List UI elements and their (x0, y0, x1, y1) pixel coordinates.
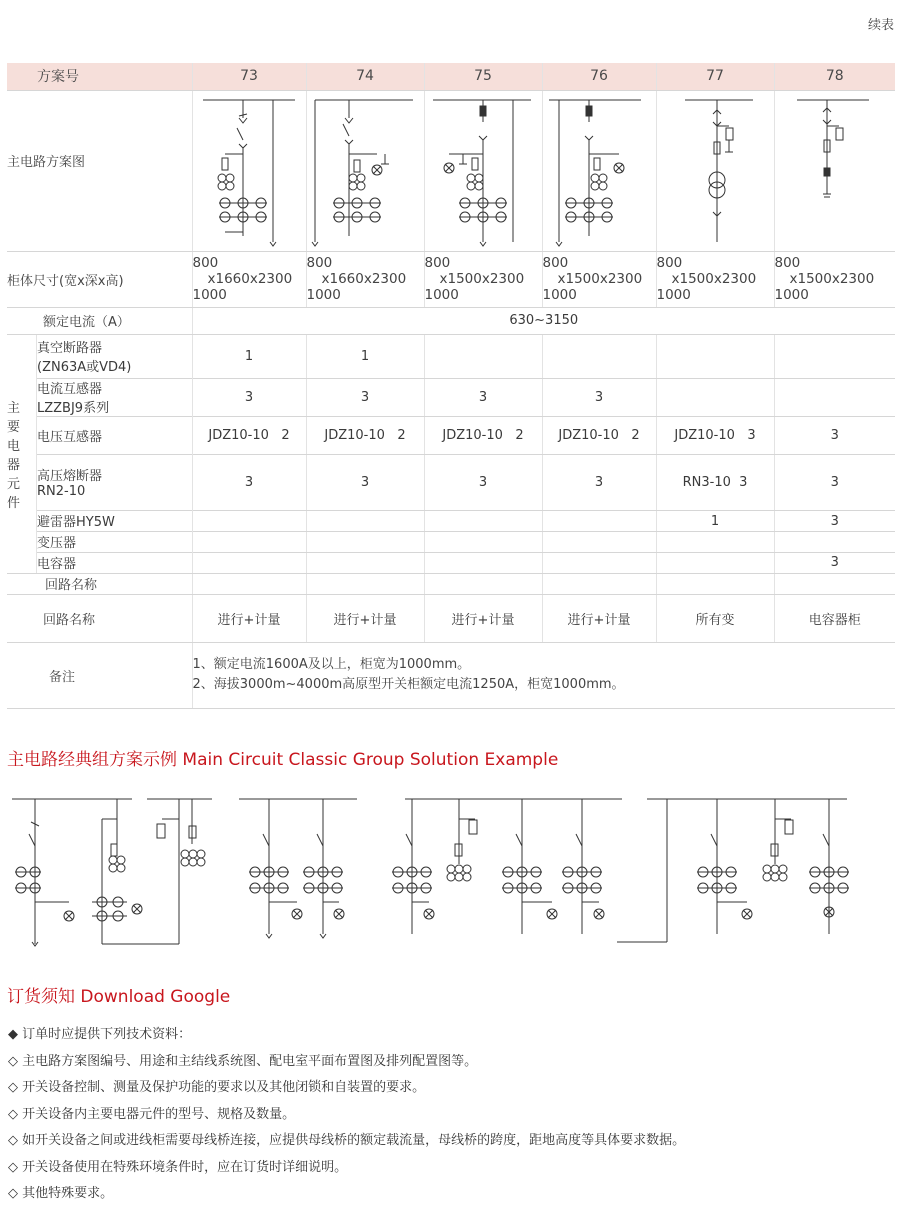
dim-alt-width: 1000 (192, 287, 227, 303)
circuit-diagram-73 (192, 90, 306, 251)
note-line: 2、海拔3000m~4000m高原型开关柜额定电流1250A，柜宽1000mm。 (192, 677, 625, 692)
component-name-line: 避雷器HY5W (37, 515, 115, 530)
circuit-diagram-75 (424, 90, 542, 251)
component-value (424, 532, 542, 553)
component-value (774, 532, 895, 553)
component-name (37, 511, 192, 532)
circuit-diagram-77-svg (661, 92, 769, 250)
order-item: ◆ 订单时应提供下列技术资料： (8, 1027, 192, 1042)
component-value (192, 532, 306, 553)
component-value (192, 511, 306, 532)
order-item: ◇ 主电路方案图编号、用途和主结线系统图、配电室平面布置图及排列配置图等。 (8, 1053, 478, 1069)
dimension-label: 柜体尺寸(宽x深x高) (7, 251, 192, 307)
component-value (424, 553, 542, 573)
component-value (774, 378, 895, 416)
vertical-char: 器 (7, 457, 21, 473)
component-name (37, 379, 192, 417)
classic-group-2 (239, 799, 357, 938)
component-name-line: 电压互感器 (37, 429, 103, 445)
circuit-diagram-74 (306, 90, 424, 251)
component-value: 3 (774, 553, 895, 573)
circuit-diagram-75-svg (427, 92, 539, 250)
vertical-char: 电 (7, 438, 21, 454)
rated-current-row (7, 307, 895, 334)
component-value (306, 532, 424, 553)
classic-group-4 (647, 799, 849, 942)
component-value: 3 (424, 378, 542, 416)
component-value: RN3-10 3 (656, 454, 774, 510)
vertical-char: 件 (7, 495, 21, 511)
components-group (7, 334, 192, 573)
component-value (774, 334, 895, 378)
dim-width: 800 (192, 255, 219, 271)
circuit-diagram-76 (542, 90, 656, 251)
dim-width: 800 (542, 255, 569, 271)
scheme-number-label: 方案号 (7, 63, 192, 90)
component-value: JDZ10-10 2 (192, 416, 306, 454)
diagram-row-label: 主电路方案图 (7, 90, 192, 251)
circuit-diagram-76-svg (545, 92, 653, 250)
scheme-number: 74 (306, 63, 424, 90)
loop-name-value: 进行+计量 (424, 594, 542, 642)
component-name-line: 电容器 (37, 557, 77, 572)
component-value (656, 334, 774, 378)
dimension-row (7, 251, 895, 307)
component-value (306, 553, 424, 573)
scheme-number: 77 (656, 63, 774, 90)
dim-alt-width: 1000 (774, 287, 809, 303)
component-name-line: LZZBJ9系列 (37, 401, 110, 416)
component-value (656, 378, 774, 416)
component-value (542, 532, 656, 553)
circuit-diagram-73-svg (195, 92, 303, 250)
header-row (7, 63, 895, 90)
classic-group-diagram (7, 784, 867, 954)
component-name-line: 真空断路器 (37, 341, 103, 356)
component-name (37, 417, 192, 455)
continued-table-label: 续表 (867, 18, 894, 33)
dimension-cell (542, 251, 656, 307)
scheme-spec-table (7, 63, 895, 709)
circuit-diagram-78 (774, 90, 895, 251)
component-value: JDZ10-10 2 (306, 416, 424, 454)
scheme-number: 76 (542, 63, 656, 90)
component-row (7, 334, 895, 378)
note-line: 1、额定电流1600A及以上，柜宽为1000mm。 (192, 657, 471, 672)
component-name (37, 455, 192, 511)
component-value: 3 (542, 454, 656, 510)
component-value: JDZ10-10 2 (424, 416, 542, 454)
component-value (192, 553, 306, 573)
dimension-cell (774, 251, 895, 307)
component-value: 3 (306, 454, 424, 510)
loop-name-value: 进行+计量 (192, 594, 306, 642)
component-value: 3 (774, 454, 895, 510)
dimension-cell (424, 251, 542, 307)
dimension-cell (306, 251, 424, 307)
component-value: JDZ10-10 3 (656, 416, 774, 454)
component-value (656, 532, 774, 553)
notes-row (7, 642, 895, 708)
dim-width: 800 (656, 255, 683, 271)
circuit-diagram-78-svg (779, 92, 891, 250)
notes-label: 备注 (7, 642, 192, 708)
loop-name-small-label: 回路名称 (7, 573, 192, 594)
dim-depth-height: x1660x2300 (321, 271, 407, 287)
classic-group-1 (12, 799, 212, 946)
vertical-char: 主 (7, 400, 21, 416)
component-value (656, 553, 774, 573)
dim-width: 800 (424, 255, 451, 271)
component-name (37, 553, 192, 573)
component-value: JDZ10-10 2 (542, 416, 656, 454)
circuit-diagram-74-svg (309, 92, 421, 250)
dim-width: 800 (774, 255, 801, 271)
loop-name-value: 所有变 (656, 594, 774, 642)
dim-depth-height: x1660x2300 (207, 271, 293, 287)
dimension-cell (192, 251, 306, 307)
component-value: 3 (192, 378, 306, 416)
component-name-line: 高压熔断器 (37, 469, 103, 484)
component-name (37, 335, 192, 379)
dim-alt-width: 1000 (656, 287, 691, 303)
component-value: 3 (542, 378, 656, 416)
scheme-number: 73 (192, 63, 306, 90)
dim-alt-width: 1000 (542, 287, 577, 303)
rated-current-value: 630~3150 (192, 307, 895, 334)
component-value (306, 511, 424, 532)
component-value: 3 (774, 416, 895, 454)
dimension-cell (656, 251, 774, 307)
loop-name-row (7, 594, 895, 642)
vertical-char: 元 (7, 476, 21, 492)
dim-alt-width: 1000 (306, 287, 341, 303)
loop-name-value: 电容器柜 (774, 594, 895, 642)
classic-solution-title: 主电路经典组方案示例 Main Circuit Classic Group Solution Example (7, 750, 559, 770)
diagram-row (7, 90, 895, 251)
loop-name-value: 进行+计量 (542, 594, 656, 642)
dim-width: 800 (306, 255, 333, 271)
component-name-line: 变压器 (37, 536, 77, 551)
component-value: 3 (774, 511, 895, 532)
order-item: ◇ 开关设备使用在特殊环境条件时，应在订货时详细说明。 (8, 1159, 348, 1175)
loop-name-label: 回路名称 (7, 594, 192, 642)
dim-depth-height: x1500x2300 (557, 271, 643, 287)
component-value (542, 511, 656, 532)
classic-group-3 (392, 799, 667, 942)
component-value: 1 (656, 511, 774, 532)
component-value (424, 511, 542, 532)
component-value (424, 334, 542, 378)
component-names (37, 335, 192, 573)
scheme-number: 78 (774, 63, 895, 90)
main-components-label (7, 335, 37, 573)
component-value (542, 334, 656, 378)
notes-text (192, 642, 895, 708)
component-name-line: RN2-10 (37, 484, 86, 499)
component-value: 3 (424, 454, 542, 510)
vertical-char: 要 (7, 419, 21, 435)
dim-depth-height: x1500x2300 (671, 271, 757, 287)
component-value (542, 553, 656, 573)
order-notice-title: 订货须知 Download Google (7, 987, 231, 1007)
rated-current-label: 额定电流（A） (7, 307, 192, 334)
dim-depth-height: x1500x2300 (439, 271, 525, 287)
component-name (37, 532, 192, 553)
component-value: 1 (306, 334, 424, 378)
dim-depth-height: x1500x2300 (789, 271, 875, 287)
component-name-line: 电流互感器 (37, 382, 103, 397)
order-item: ◇ 开关设备内主要电器元件的型号、规格及数量。 (8, 1106, 296, 1122)
circuit-diagram-77 (656, 90, 774, 251)
loop-name-small-row (7, 573, 895, 594)
component-value: 3 (306, 378, 424, 416)
order-item: ◇ 如开关设备之间或进线柜需要母线桥连接，应提供母线桥的额定载流量，母线桥的跨度，距地高度等具体要求数据。 (8, 1133, 686, 1148)
order-notice-list (8, 1022, 685, 1205)
order-item: ◇ 开关设备控制、测量及保护功能的要求以及其他闭锁和自装置的要求。 (8, 1080, 426, 1095)
component-value: 3 (192, 454, 306, 510)
scheme-number: 75 (424, 63, 542, 90)
component-value: 1 (192, 334, 306, 378)
loop-name-value: 进行+计量 (306, 594, 424, 642)
component-name-line: (ZN63A或VD4) (37, 360, 132, 375)
order-item: ◇ 其他特殊要求。 (8, 1186, 114, 1201)
dim-alt-width: 1000 (424, 287, 459, 303)
